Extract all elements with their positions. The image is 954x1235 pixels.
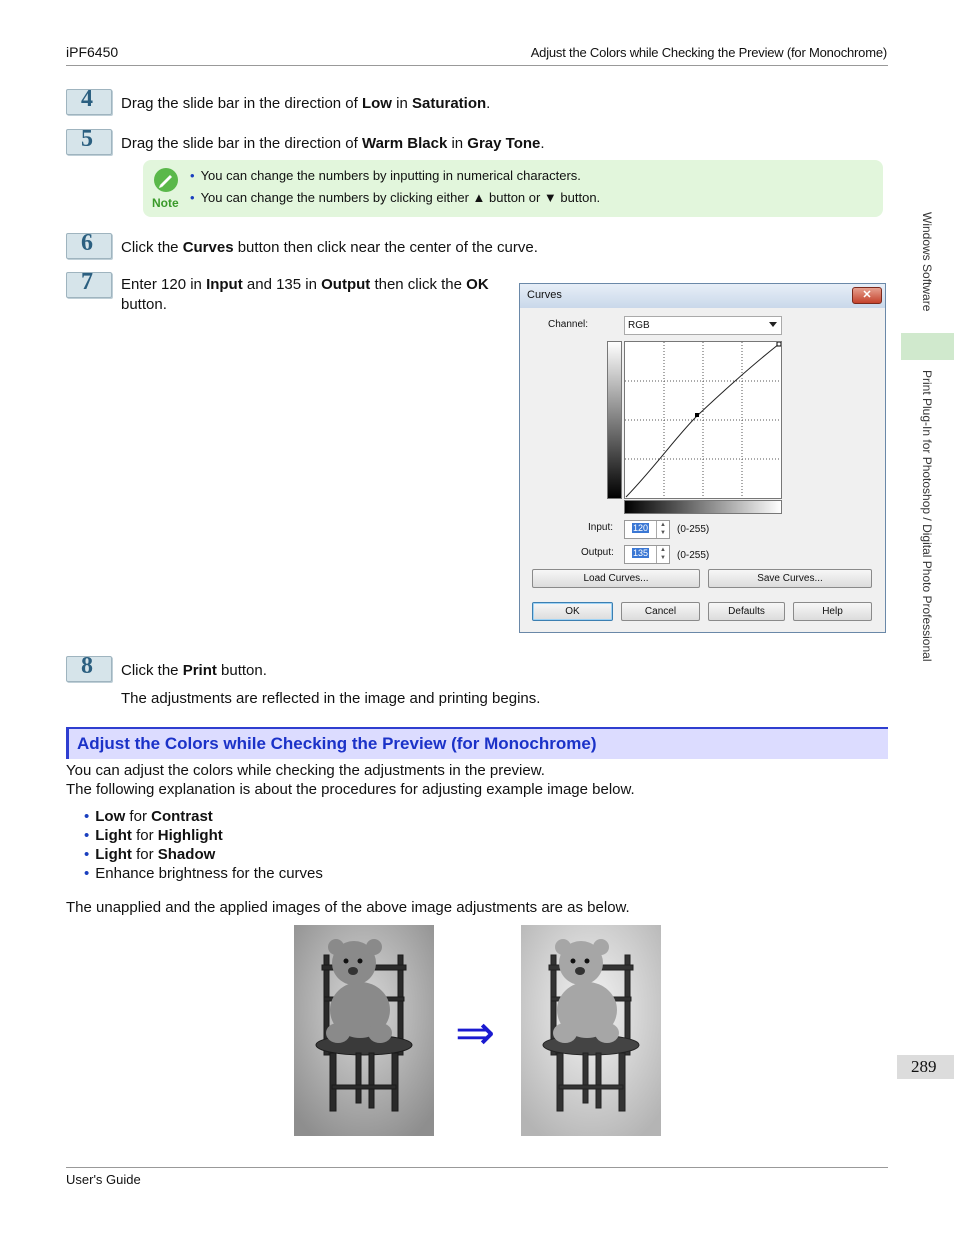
save-curves-button[interactable]: Save Curves... [708,569,872,588]
step-number-4: 4 [66,89,112,115]
curves-dialog [519,283,886,633]
load-curves-button[interactable]: Load Curves... [532,569,700,588]
page-number: 289 [897,1055,954,1079]
step-8-result: The adjustments are reflected in the image and printing begins. [121,690,541,707]
channel-select[interactable]: RGB [624,316,782,335]
step-6-text: Click the Curves button then click near the center of the curve. [121,239,538,256]
section-heading: Adjust the Colors while Checking the Preview (for Monochrome) [66,727,888,759]
curve-graph[interactable] [624,341,782,499]
note-pencil-icon [152,167,180,193]
section-intro-2: The following explanation is about the procedures for adjusting example image below. [66,781,635,798]
defaults-button[interactable]: Defaults [708,602,785,621]
channel-label: Channel: [548,319,589,330]
header-rule [66,65,888,66]
output-label: Output: [581,547,614,558]
output-spinner-icon[interactable]: ▲ ▼ [656,546,669,563]
step-number-6: 6 [66,233,112,259]
curve-plot [625,342,781,498]
step-number-5: 5 [66,129,112,155]
step-number-7: 7 [66,272,112,298]
sidebar-section: Windows Software [920,212,934,312]
sidebar-tab-marker [901,333,954,360]
input-range-text: (0-255) [677,524,710,535]
help-button[interactable]: Help [793,602,872,621]
step-number-8: 8 [66,656,112,682]
output-range-text: (0-255) [677,550,710,561]
footer-rule [66,1167,888,1168]
applied-image [521,925,661,1136]
ok-button[interactable]: OK [532,602,613,621]
footer-guide-name: User's Guide [66,1172,141,1187]
output-gradient-bar [607,341,622,499]
output-field[interactable]: 135 ▲ ▼ [624,545,670,564]
step-4-text: Drag the slide bar in the direction of Low in Saturation. [121,95,491,112]
unapplied-image [294,925,434,1136]
step-5-text: Drag the slide bar in the direction of Warm Black in Gray Tone. [121,135,545,152]
sidebar-chapter: Print Plug-In for Photoshop / Digital Photo Professional [920,370,934,662]
bullet-item: • Light for Shadow [84,846,216,863]
bullet-item: • Low for Contrast [84,808,213,825]
bullet-item: • Light for Highlight [84,827,223,844]
note-label: Note [152,196,179,210]
dialog-titlebar [520,284,885,308]
note-item-2: • You can change the numbers by clicking either ▲ button or ▼ button. [190,190,601,205]
step-7-text: Enter 120 in Input and 135 in Output then click the OK button. [121,276,489,313]
curve-point-handle [695,413,699,417]
dialog-title: Curves [527,289,562,301]
bullet-item: • Enhance brightness for the curves [84,865,323,882]
section-intro-1: You can adjust the colors while checking the adjustments in the preview. [66,762,545,779]
chevron-down-icon [769,322,777,327]
input-gradient-bar [624,500,782,514]
step-8-text: Click the Print button. [121,662,267,679]
header-product: iPF6450 [66,44,119,60]
header-section-title: Adjust the Colors while Checking the Preview (for Monochrome) [530,45,887,60]
close-icon[interactable]: ✕ [852,287,882,304]
input-field[interactable]: 120 ▲ ▼ [624,520,670,539]
input-spinner-icon[interactable]: ▲ ▼ [656,521,669,538]
input-label: Input: [588,522,614,533]
curve-end-handle [777,342,781,346]
cancel-button[interactable]: Cancel [621,602,700,621]
section-outro: The unapplied and the applied images of the above image adjustments are as below. [66,899,630,916]
comparison-arrow: ⇒ [455,1007,496,1060]
note-item-1: • You can change the numbers by inputting in numerical characters. [190,168,581,183]
